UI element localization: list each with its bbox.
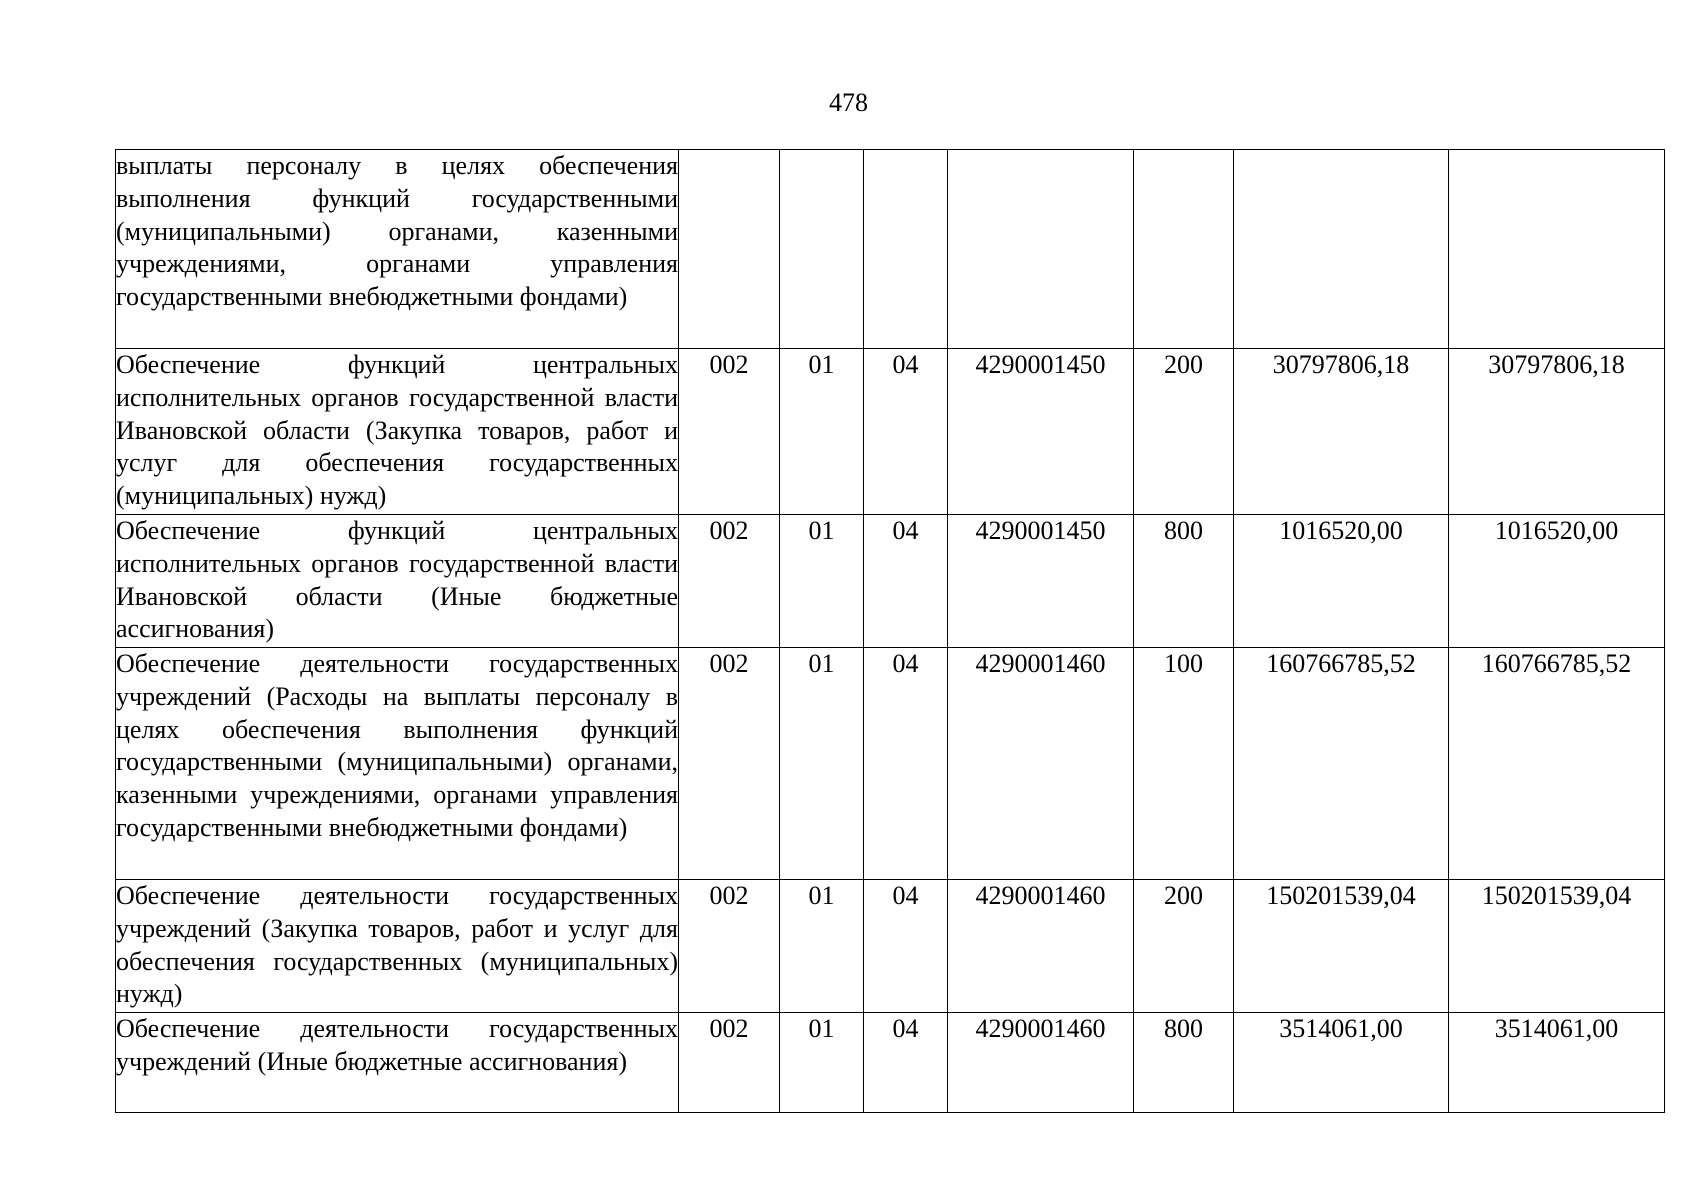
section-code: 01 bbox=[780, 1013, 864, 1113]
subsection-code: 04 bbox=[864, 648, 948, 880]
expense-type-code: 100 bbox=[1134, 648, 1234, 880]
expense-type-code: 800 bbox=[1134, 1013, 1234, 1113]
table-row bbox=[116, 648, 1665, 880]
section-code: 01 bbox=[780, 880, 864, 1013]
section-code: 01 bbox=[780, 515, 864, 648]
amount-2: 160766785,52 bbox=[1449, 648, 1665, 880]
section-code: 01 bbox=[780, 648, 864, 880]
amount-2: 30797806,18 bbox=[1449, 349, 1665, 515]
subsection-code: 04 bbox=[864, 1013, 948, 1113]
target-article-code bbox=[948, 150, 1134, 349]
subsection-code: 04 bbox=[864, 515, 948, 648]
amount-2: 150201539,04 bbox=[1449, 880, 1665, 1013]
page-number: 478 bbox=[829, 88, 868, 117]
amount-2: 3514061,00 bbox=[1449, 1013, 1665, 1113]
ministry-code bbox=[679, 150, 780, 349]
table-row bbox=[116, 150, 1665, 349]
target-article-code: 4290001460 bbox=[948, 880, 1134, 1013]
amount-1: 160766785,52 bbox=[1234, 648, 1449, 880]
table-row bbox=[116, 880, 1665, 1013]
expense-type-code bbox=[1134, 150, 1234, 349]
expense-type-code: 800 bbox=[1134, 515, 1234, 648]
section-code bbox=[780, 150, 864, 349]
section-code: 01 bbox=[780, 349, 864, 515]
target-article-code: 4290001450 bbox=[948, 515, 1134, 648]
ministry-code: 002 bbox=[679, 648, 780, 880]
amount-1: 1016520,00 bbox=[1234, 515, 1449, 648]
subsection-code: 04 bbox=[864, 349, 948, 515]
table-row bbox=[116, 349, 1665, 515]
amount-1: 150201539,04 bbox=[1234, 880, 1449, 1013]
subsection-code: 04 bbox=[864, 880, 948, 1013]
row-description: Обеспечение деятельности государственных учреждений (Расходы на выплаты персоналу в целях обеспечения выполнения функций государственными (муниципальными) органами, казенными учреждениями, органами управления государственными внебюджетными фондами) bbox=[116, 648, 679, 880]
budget-table bbox=[115, 149, 1665, 1113]
ministry-code: 002 bbox=[679, 349, 780, 515]
row-description: выплаты персоналу в целях обеспечения выполнения функций государственными (муниципальными) органами, казенными учреждениями, органами управления государственными внебюджетными фондами) bbox=[116, 150, 679, 349]
expense-type-code: 200 bbox=[1134, 349, 1234, 515]
amount-1 bbox=[1234, 150, 1449, 349]
amount-2: 1016520,00 bbox=[1449, 515, 1665, 648]
row-description: Обеспечение деятельности государственных учреждений (Иные бюджетные ассигнования) bbox=[116, 1013, 679, 1113]
ministry-code: 002 bbox=[679, 1013, 780, 1113]
target-article-code: 4290001460 bbox=[948, 648, 1134, 880]
amount-1: 3514061,00 bbox=[1234, 1013, 1449, 1113]
row-description: Обеспечение функций центральных исполнительных органов государственной власти Ивановской области (Иные бюджетные ассигнования) bbox=[116, 515, 679, 648]
table-row bbox=[116, 515, 1665, 648]
amount-1: 30797806,18 bbox=[1234, 349, 1449, 515]
target-article-code: 4290001460 bbox=[948, 1013, 1134, 1113]
target-article-code: 4290001450 bbox=[948, 349, 1134, 515]
ministry-code: 002 bbox=[679, 515, 780, 648]
subsection-code bbox=[864, 150, 948, 349]
table-row bbox=[116, 1013, 1665, 1113]
expense-type-code: 200 bbox=[1134, 880, 1234, 1013]
row-description: Обеспечение функций центральных исполнительных органов государственной власти Ивановской области (Закупка товаров, работ и услуг для обеспечения государственных (муниципальных) нужд) bbox=[116, 349, 679, 515]
ministry-code: 002 bbox=[679, 880, 780, 1013]
row-description: Обеспечение деятельности государственных учреждений (Закупка товаров, работ и услуг для обеспечения государственных (муниципальных) нужд) bbox=[116, 880, 679, 1013]
amount-2 bbox=[1449, 150, 1665, 349]
